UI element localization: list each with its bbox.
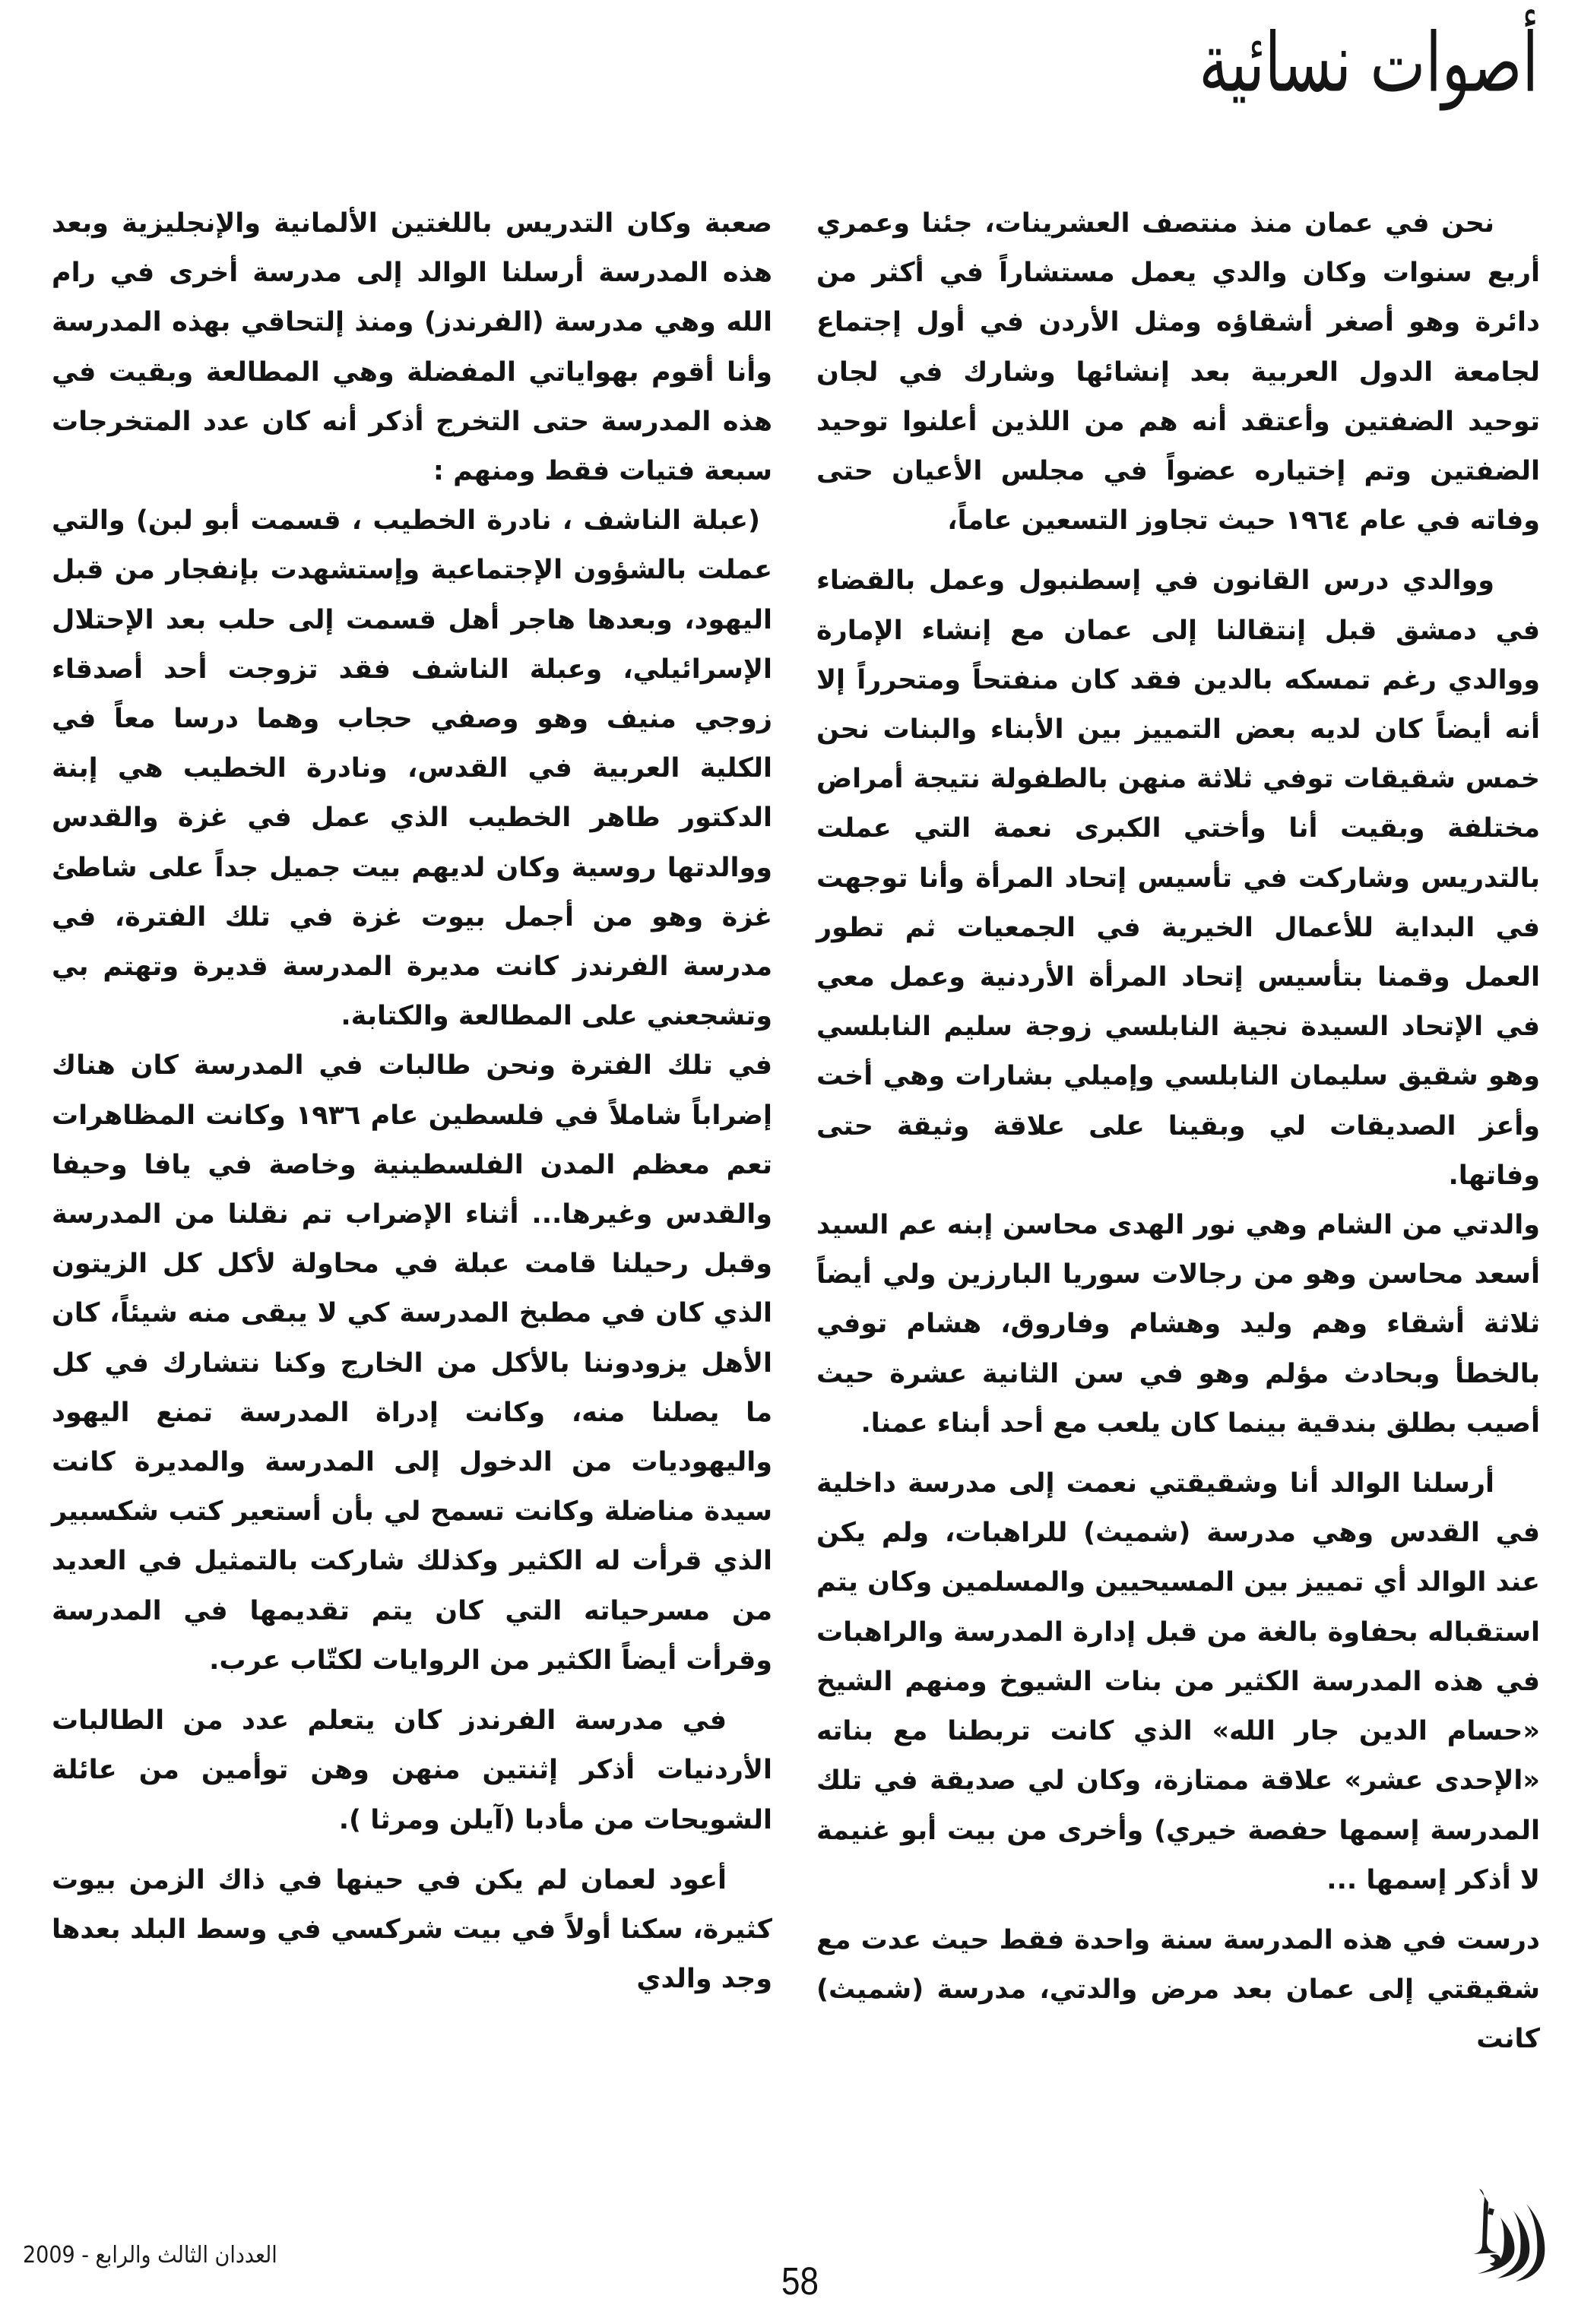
paragraph: والدتي من الشام وهي نور الهدى محاسن إبنه عم السيد أسعد محاسن وهو من رجالات سوريا البارزين ولي أيضاً ثلاثة أشقاء وهم وليد وهشام وفاروق، هشام توفي بالخطأ وبحادث مؤلم وهو في سن الثانية عشرة حيث أصيب بطلق بندقية بينما كان يلعب مع أحد أبناء عمنا. bbox=[816, 1210, 1540, 1439]
paragraph: في تلك الفترة ونحن طالبات في المدرسة كان هناك إضراباً شاملاً في فلسطين عام ١٩٣٦ وكانت المظاهرات تعم معظم المدن الفلسطينية وخاصة في يافا وحيفا والقدس وغيرها... أثناء الإضراب تم نقلنا من المدرسة وقبل رحيلنا قامت عبلة في محاولة لأكل كل الزيتون الذي كان في مطبخ المدرسة كي لا يبقى منه شيئاً، كان الأهل يزودوننا بالأكل من الخارج وكنا نتشارك في كل ما يصلنا منه، وكانت إدراة المدرسة تمنع اليهود واليهوديات من الدخول إلى المدرسة والمديرة كانت سيدة مناضلة وكانت تسمح لي بأن أستعير كتب شكسبير الذي قرأت له الكثير وكذلك شاركت بالتمثيل في العديد من مسرحياته التي كان يتم تقديمها في المدرسة وقرأت أيضاً الكثير من الروايات لكتّاب عرب. bbox=[52, 1050, 772, 1676]
paragraph: في مدرسة الفرندز كان يتعلم عدد من الطالبات الأردنيات أذكر إثنتين منهن وهن توأمين من عائلة الشويحات من مأدبا (آيلن ومرثا ). bbox=[52, 1705, 772, 1835]
paragraph: أرسلنا الوالد أنا وشقيقتي نعمت إلى مدرسة داخلية في القدس وهي مدرسة (شميث) للراهبات، ولم يكن عند الوالد أي تمييز بين المسيحيين والمسلمين وكان يتم استقباله بحفاوة بالغة من قبل إدارة المدرسة والراهبات في هذه المدرسة الكثير من بنات الشيوخ ومنهم الشيخ «حسام الدين جار الله» الذي كانت تربطنا مع بناته «الإحدى عشر» علاقة ممتازة، وكان لي صديقة في تلك المدرسة إسمها حفصة خيري) وأخرى من بيت أبو غنيمة لا أذكر إسمها ... bbox=[816, 1468, 1540, 1895]
paragraph: نحن في عمان منذ منتصف العشرينات، جئنا وعمري أربع سنوات وكان والدي يعمل مستشاراً في أكثر من دائرة وهو أصغر أشقاؤه ومثل الأردن في أول إجتماع لجامعة الدول العربية بعد إنشائها وشارك في لجان توحيد الضفتين وأعتقد أنه هم من اللذين أعلنوا توحيد الضفتين وتم إختياره عضواً في مجلس الأعيان حتى وفاته في عام ١٩٦٤ حيث تجاوز التسعين عاماً، bbox=[816, 208, 1540, 537]
paragraph: (عبلة الناشف ، نادرة الخطيب ، قسمت أبو لبن) والتي عملت بالشؤون الإجتماعية وإستشهدت بإنفجار من قبل اليهود، وبعدها هاجر أهل قسمت إلى حلب بعد الإحتلال الإسرائيلي، وعبلة الناشف فقد تزوجت أحد أصدقاء زوجي منيف وهو وصفي حجاب وهما درسا معاً في الكلية العربية في القدس، ونادرة الخطيب هي إبنة الدكتور طاهر الخطيب الذي عمل في غزة والقدس ووالدتها روسية وكان لديهم بيت جميل جداً على شاطئ غزة وهو من أجمل بيوت غزة في تلك الفترة، في مدرسة الفرندز كانت مديرة المدرسة قديرة وتهتم بي وتشجعني على المطالعة والكتابة. bbox=[52, 505, 772, 1032]
paragraph: أعود لعمان لم يكن في حينها في ذاك الزمن بيوت كثيرة، سكنا أولاً في بيت شركسي في وسط البلد بعدها وجد والدي bbox=[52, 1864, 772, 1995]
section-title: أصوات نسائية bbox=[1199, 15, 1538, 111]
article-column-left bbox=[52, 199, 772, 2004]
issue-info: العددان الثالث والرابع - 2009 bbox=[23, 2242, 277, 2269]
paragraph: درست في هذه المدرسة سنة واحدة فقط حيث عدت مع شقيقتي إلى عمان بعد مرض والدتي، مدرسة (شميث) كانت bbox=[816, 1924, 1540, 2055]
paragraph: صعبة وكان التدريس باللغتين الألمانية والإنجليزية وبعد هذه المدرسة أرسلنا الوالد إلى مدرسة أخرى في رام الله وهي مدرسة (الفرندز) ومنذ إلتحاقي بهذه المدرسة وأنا أقوم بهواياتي المفضلة وهي المطالعة وبقيت في هذه المدرسة حتى التخرج أذكر أنه كان عدد المتخرجات سبعة فتيات فقط ومنهم : bbox=[52, 208, 772, 487]
paragraph: ووالدي درس القانون في إسطنبول وعمل بالقضاء في دمشق قبل إنتقالنا إلى عمان مع إنشاء الإمارة ووالدي رغم تمسكه بالدين فقد كان منفتحاً ومتحرراً إلا أنه أيضاً كان لديه بعض التمييز بين الأبناء والبنات نحن خمس شقيقات توفي ثلاثة منهن بالطفولة نتيجة أمراض مختلفة وبقيت أنا وأختي الكبرى نعمة التي عملت بالتدريس وشاركت في تأسيس إتحاد المرأة وأنا توجهت في البداية للأعمال الخيرية في الجمعيات ثم تطور العمل وقمنا بتأسيس إتحاد المرأة الأردنية وعمل معي في الإتحاد السيدة نجية النابلسي زوجة سليم النابلسي وهو شقيق سليمان النابلسي وإميلي بشارات وهي أخت وأعز الصديقات لي وبقينا على علاقة وثيقة حتى وفاتها. bbox=[816, 565, 1540, 1191]
page-number: 58 bbox=[781, 2260, 819, 2303]
article-column-right bbox=[816, 199, 1540, 2065]
section-header bbox=[1199, 15, 1538, 111]
magazine-logo-icon bbox=[1467, 2174, 1551, 2288]
